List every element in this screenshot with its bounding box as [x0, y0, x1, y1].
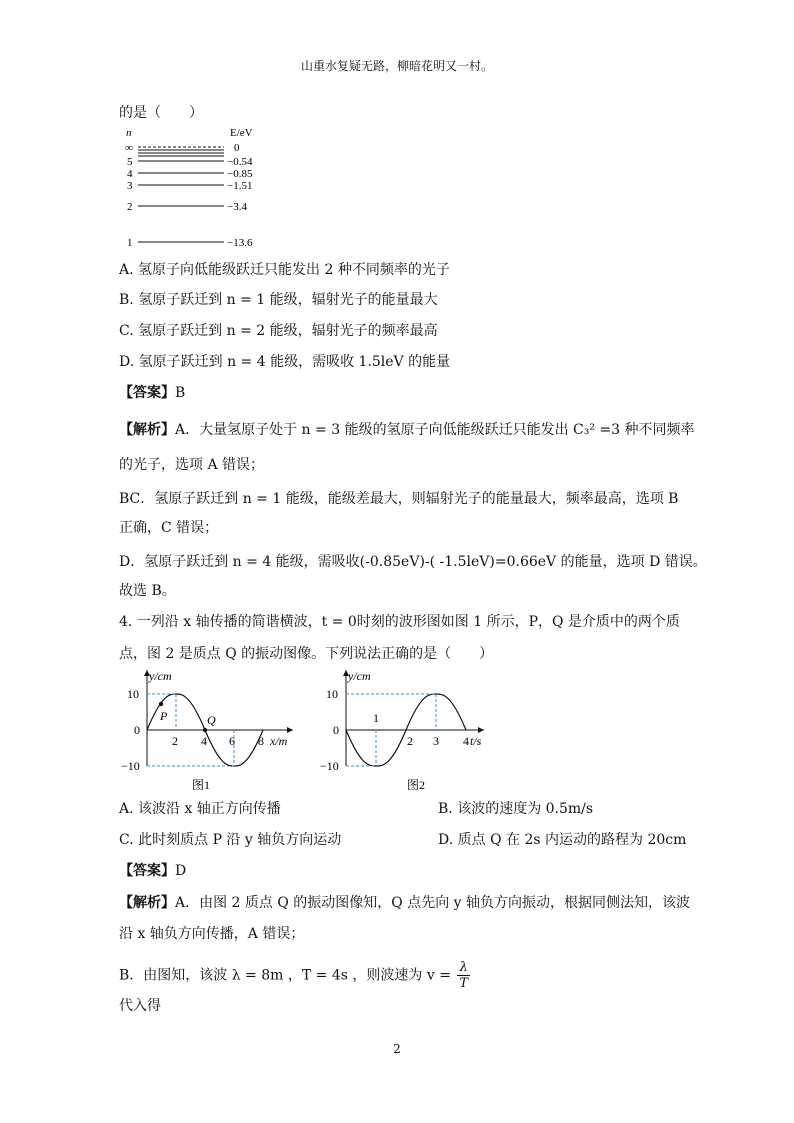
fig2-xtick-4: 4	[463, 734, 469, 748]
level-e-4: −0.85	[227, 168, 253, 180]
fig1-label-q: Q	[207, 713, 216, 727]
page-number: 2	[393, 1042, 401, 1056]
level-n-1: 1	[127, 237, 133, 249]
fig2-xtick-3: 3	[433, 734, 439, 748]
fig1-xtick-6: 6	[229, 734, 235, 748]
q3-analysis-line-4: 正确，C 错误；	[119, 520, 219, 536]
diagram-n-label: n	[126, 127, 132, 139]
fig1-xtick-4: 4	[201, 734, 207, 748]
fraction-numerator: λ	[457, 960, 470, 976]
diagram-e-label: E/eV	[230, 127, 253, 139]
q4-analysis-label: 【解析】	[119, 895, 175, 911]
q3-answer-value: B	[175, 385, 186, 401]
q4-analysis-line-3	[119, 960, 470, 991]
q4-analysis-text-1: A．由图 2 质点 Q 的振动图像知，Q 点先向 y 轴负方向振动，根据同侧法知，该波	[175, 895, 691, 911]
page-header: 山重水复疑无路，柳暗花明又一村。	[300, 59, 493, 73]
fig1-xtick-8: 8	[258, 734, 264, 748]
q3-answer	[119, 383, 185, 403]
q3-analysis-line-3: BC．氢原子跃迁到 n = 1 能级，能级差最大，则辐射光子的能量最大，频率最高，选项 B	[119, 491, 679, 507]
q4-analysis-line-2: 沿 x 轴负方向传播，A 错误；	[119, 926, 305, 942]
q3-analysis-label: 【解析】	[119, 422, 175, 438]
fig2-ytick-neg10: −10	[320, 759, 339, 773]
fig1-point-q	[203, 728, 207, 732]
q3-option-d: D. 氢原子跃迁到 n = 4 能级，需吸收 1.5leV 的能量	[119, 354, 451, 370]
fig1-ytick-0: 0	[134, 723, 140, 737]
q4-option-b: B. 该波的速度为 0.5m/s	[438, 801, 594, 817]
fraction-denominator: T	[459, 976, 469, 991]
q4-answer	[119, 861, 186, 881]
q4-option-d: D. 质点 Q 在 2s 内运动的路程为 20cm	[438, 832, 687, 848]
level-n-4: 4	[127, 168, 133, 180]
q4-analysis-line-1	[119, 893, 690, 913]
level-e-inf: 0	[234, 142, 240, 154]
fig2-ylabel: y/cm	[348, 669, 371, 683]
level-e-1: −13.6	[227, 237, 253, 249]
q3-analysis-text-1: A．大量氢原子处于 n = 3 能级的氢原子向低能级跃迁只能发出 C₃² =3 种不同频率	[175, 422, 695, 438]
velocity-fraction	[457, 960, 470, 991]
q4-answer-value: D	[175, 863, 187, 879]
fig2-ytick-0: 0	[333, 723, 339, 737]
level-e-3: −1.51	[227, 180, 253, 192]
q4-answer-label: 【答案】	[119, 863, 175, 879]
fig1-ytick-10: 10	[127, 687, 139, 701]
q4-analysis-line-4: 代入得	[119, 998, 161, 1014]
fig1-ytick-neg10: −10	[121, 759, 140, 773]
q3-answer-label: 【答案】	[119, 385, 175, 401]
fig2-ytick-10: 10	[326, 687, 338, 701]
fig2-xtick-2: 2	[407, 734, 413, 748]
level-n-inf: ∞	[125, 142, 133, 154]
fig1-xlabel: x/m	[270, 734, 288, 748]
q4-stem-line-1: 4. 一列沿 x 轴传播的简谐横波，t = 0时刻的波形图如图 1 所示，P，Q 是介质中的两个质	[119, 614, 680, 630]
figure-1-wave-graph	[118, 666, 308, 794]
q3-stem-tail: 的是（ ）	[119, 105, 203, 121]
fig2-caption: 图2	[407, 778, 426, 792]
q4-option-a: A. 该波沿 x 轴正方向传播	[119, 801, 281, 817]
level-n-5: 5	[127, 156, 133, 168]
q3-analysis-line-1	[119, 420, 695, 440]
q3-option-c: C. 氢原子跃迁到 n = 2 能级，辐射光子的频率最高	[119, 323, 438, 339]
q4-analysis-text-3: B．由图知，该波 λ = 8m ，T = 4s ，则波速为 v =	[119, 967, 451, 984]
q3-option-b: B. 氢原子跃迁到 n = 1 能级，辐射光子的能量最大	[119, 292, 438, 308]
q3-option-a: A. 氢原子向低能级跃迁只能发出 2 种不同频率的光子	[119, 262, 450, 278]
level-e-5: −0.54	[227, 156, 253, 168]
fig2-xtick-1: 1	[373, 711, 379, 725]
fig1-label-p: P	[160, 709, 168, 723]
fig1-ylabel: y/cm	[149, 669, 172, 683]
fig2-xlabel: t/s	[470, 734, 482, 748]
level-n-2: 2	[127, 201, 133, 213]
q3-analysis-line-5: D．氢原子跃迁到 n = 4 能级，需吸收(-0.85eV)-( -1.5leV)=0.66eV 的能量，选项 D 错误。	[119, 554, 707, 570]
q3-analysis-line-6: 故选 B。	[119, 583, 176, 599]
energy-level-diagram	[118, 124, 288, 252]
fig1-xtick-2: 2	[172, 734, 178, 748]
q3-analysis-line-2: 的光子，选项 A 错误；	[119, 457, 265, 473]
level-n-3: 3	[127, 180, 133, 192]
q4-stem-line-2: 点，图 2 是质点 Q 的振动图像。下列说法正确的是（ ）	[119, 646, 494, 662]
figure-2-vibration-graph	[318, 666, 498, 794]
q4-option-c: C. 此时刻质点 P 沿 y 轴负方向运动	[119, 832, 342, 848]
level-e-2: −3.4	[227, 201, 247, 213]
fig1-caption: 图1	[192, 778, 211, 792]
fig1-point-p	[159, 702, 163, 706]
